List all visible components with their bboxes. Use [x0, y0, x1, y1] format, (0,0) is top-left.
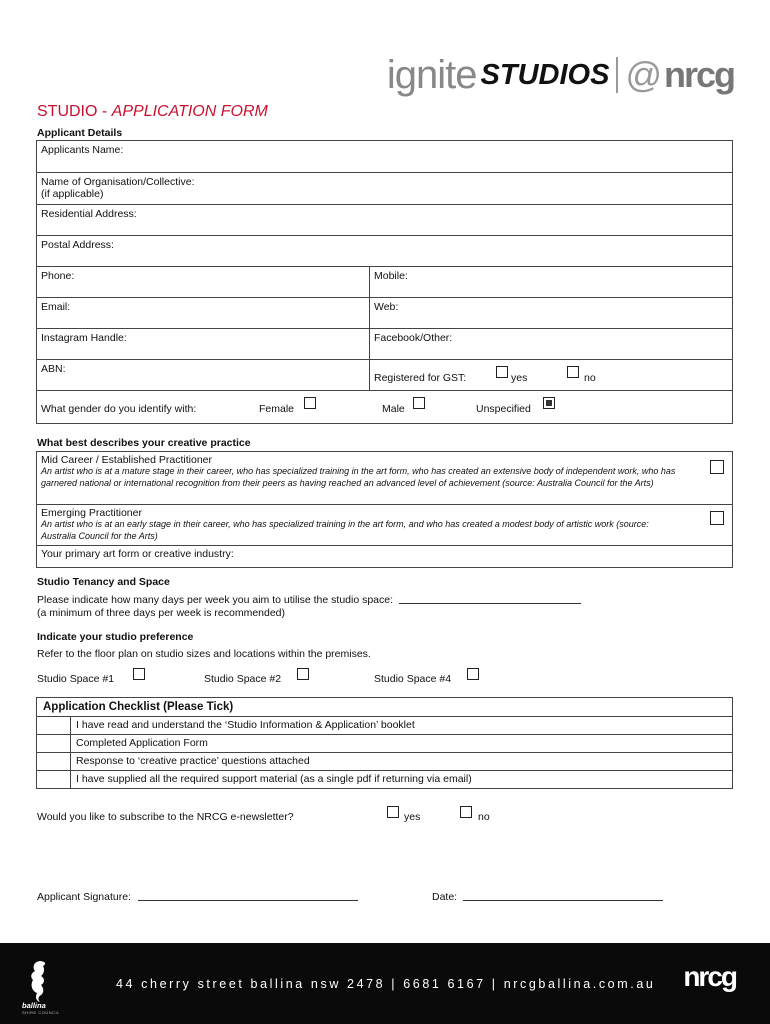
date-row [432, 890, 663, 903]
footer-address: 44 cherry street ballina nsw 2478 | 6681 6167 | nrcgballina.com.au [116, 977, 656, 991]
tenancy-heading: Studio Tenancy and Space [37, 576, 170, 588]
phone-field[interactable] [37, 267, 370, 297]
ballina-logo-subtext: SHIRE COUNCIL [22, 1010, 60, 1015]
practice-heading: What best describes your creative practice [37, 437, 251, 449]
checklist-row [37, 717, 732, 735]
checklist-tick-cell[interactable] [37, 735, 71, 752]
mid-career-checkbox[interactable] [710, 460, 724, 474]
studio-space-2-label: Studio Space #2 [204, 673, 282, 685]
applicant-name-label: Applicants Name: [41, 144, 124, 156]
logo-at-text: @ [625, 54, 662, 95]
emerging-title: Emerging Practitioner [41, 507, 142, 519]
instagram-facebook-row [37, 329, 732, 360]
ignite-studios-logo [387, 50, 734, 100]
studio-space-1-checkbox[interactable] [133, 668, 145, 680]
gender-female-label: Female [259, 403, 295, 415]
practice-table [36, 451, 733, 568]
mid-career-title: Mid Career / Established Practitioner [41, 454, 212, 466]
phone-label: Phone: [41, 270, 75, 282]
logo-ignite-text: ignite [386, 52, 477, 97]
newsletter-no-checkbox[interactable] [460, 806, 472, 818]
postal-address-label: Postal Address: [41, 239, 114, 251]
organisation-label-line2: (if applicable) [41, 188, 104, 200]
abn-field[interactable] [37, 360, 370, 390]
checklist-row [37, 753, 732, 771]
emerging-description: An artist who is at an early stage in their career, who has specialized training in the art form, and who has created a modest body of artistic work (source: Australia Council for the Arts) [41, 519, 649, 541]
checklist-tick-cell[interactable] [37, 771, 71, 788]
signature-line[interactable] [138, 890, 358, 901]
newsletter-question: Would you like to subscribe to the NRCG e-newsletter? [37, 811, 294, 823]
primary-art-form-row[interactable] [37, 546, 732, 567]
studio-space-4-checkbox[interactable] [467, 668, 479, 680]
days-note: (a minimum of three days per week is recommended) [37, 607, 286, 619]
organisation-row[interactable] [37, 173, 732, 205]
ballina-logo-text: ballina [22, 1001, 46, 1010]
mid-career-description: An artist who is at a mature stage in their career, who has specialized training in the art form, who has created an extensive body of independent work, who has garnered national or international recognition from their peers as having reached an advanced level of achievement (source: Australia Council for the Arts) [41, 466, 676, 488]
email-web-row [37, 298, 732, 329]
emerging-row [37, 505, 732, 546]
email-label: Email: [41, 301, 71, 313]
form-title [37, 103, 268, 121]
checklist-item: Response to ‘creative practice’ questions attached [76, 755, 310, 767]
footer-nrcg-logo: nrcg [683, 961, 736, 992]
emerging-checkbox[interactable] [710, 511, 724, 525]
preference-note: Refer to the floor plan on studio sizes and locations within the premises. [37, 648, 371, 660]
instagram-label: Instagram Handle: [41, 332, 127, 344]
gst-field [370, 360, 732, 390]
form-title-main: STUDIO - [37, 103, 112, 120]
studio-space-4-label: Studio Space #4 [374, 673, 452, 685]
checklist-heading: Application Checklist (Please Tick) [37, 698, 732, 717]
signature-row [37, 890, 358, 903]
abn-label: ABN: [41, 363, 66, 375]
facebook-label: Facebook/Other: [374, 332, 453, 344]
days-answer-line[interactable] [399, 593, 581, 604]
instagram-field[interactable] [37, 329, 370, 359]
postal-address-row[interactable] [37, 236, 732, 267]
checklist-row [37, 735, 732, 753]
mobile-label: Mobile: [374, 270, 408, 282]
days-question-text: Please indicate how many days per week you aim to utilise the studio space: [37, 594, 394, 606]
studio-space-2-checkbox[interactable] [297, 668, 309, 680]
studio-space-1-label: Studio Space #1 [37, 673, 115, 685]
web-label: Web: [374, 301, 399, 313]
newsletter-no-label: no [478, 811, 490, 823]
organisation-label [37, 173, 732, 204]
gst-yes-label: yes [511, 372, 528, 384]
checklist-item: I have read and understand the ‘Studio Information & Application’ booklet [76, 719, 415, 731]
gender-unspecified-checkbox[interactable] [543, 397, 555, 409]
mid-career-row [37, 452, 732, 505]
preference-heading: Indicate your studio preference [37, 631, 194, 643]
gender-male-checkbox[interactable] [413, 397, 425, 409]
gender-row [37, 391, 732, 423]
mobile-field[interactable] [370, 267, 732, 297]
newsletter-yes-checkbox[interactable] [387, 806, 399, 818]
applicant-details-table [36, 140, 733, 424]
gst-no-label: no [584, 372, 596, 384]
applicant-name-row[interactable] [37, 141, 732, 173]
organisation-label-line1: Name of Organisation/Collective: [41, 176, 195, 188]
gst-label: Registered for GST: [374, 372, 467, 384]
applicant-details-heading: Applicant Details [37, 127, 123, 139]
phone-mobile-row [37, 267, 732, 298]
newsletter-yes-label: yes [404, 811, 421, 823]
gender-female-checkbox[interactable] [304, 397, 316, 409]
form-title-emphasis: APPLICATION FORM [111, 103, 268, 120]
residential-address-label: Residential Address: [41, 208, 137, 220]
gst-yes-checkbox[interactable] [496, 366, 508, 378]
primary-art-form-label: Your primary art form or creative industry: [41, 548, 234, 560]
email-field[interactable] [37, 298, 370, 328]
days-question [37, 593, 581, 606]
logo-studios-text: STUDIOS [480, 58, 610, 91]
checklist-tick-cell[interactable] [37, 717, 71, 734]
checklist-item: Completed Application Form [76, 737, 208, 749]
logo-nrcg-text: nrcg [663, 54, 734, 95]
checklist-tick-cell[interactable] [37, 753, 71, 770]
application-checklist [36, 697, 733, 789]
signature-label: Applicant Signature: [37, 891, 131, 903]
date-label: Date: [432, 891, 458, 903]
checklist-row [37, 771, 732, 788]
facebook-field[interactable] [370, 329, 732, 359]
logo-separator [616, 57, 618, 93]
gst-no-checkbox[interactable] [567, 366, 579, 378]
checklist-item: I have supplied all the required support material (as a single pdf if returning via email) [76, 773, 472, 785]
gender-label: What gender do you identify with: [41, 403, 197, 415]
web-field[interactable] [370, 298, 732, 328]
abn-gst-row [37, 360, 732, 391]
gender-male-label: Male [382, 403, 405, 415]
date-line[interactable] [463, 890, 663, 901]
footer-bar [0, 943, 770, 1024]
residential-address-row[interactable] [37, 205, 732, 236]
gender-unspecified-label: Unspecified [476, 403, 531, 415]
